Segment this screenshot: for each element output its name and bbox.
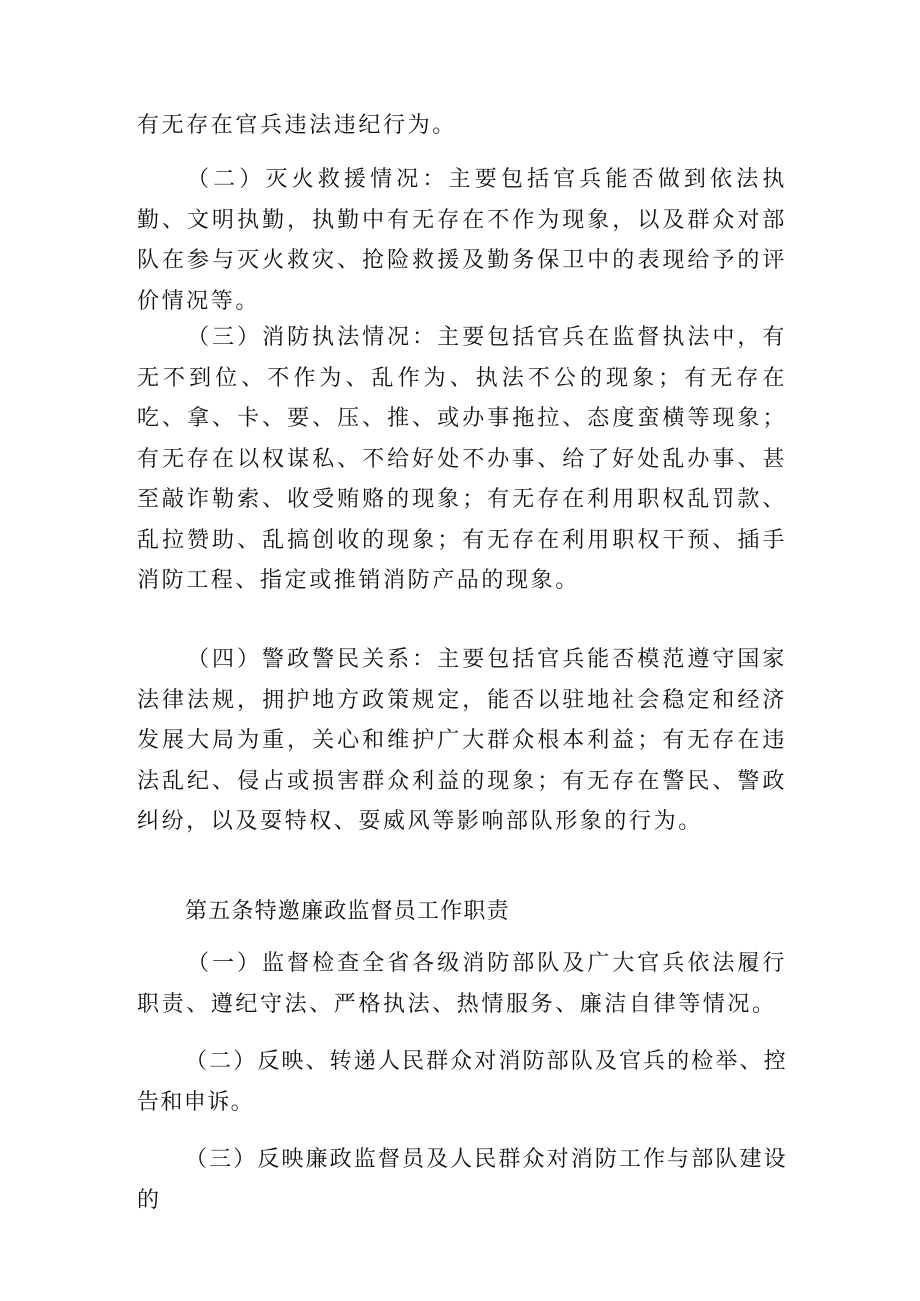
paragraph-continuation: 有无存在官兵违法违纪行为。: [137, 113, 457, 138]
duty-item-two: （二）反映、转递人民群众对消防部队及官兵的检举、控告和申诉。: [137, 1049, 787, 1115]
article-five-heading: 第五条特邀廉政监督员工作职责: [185, 899, 510, 924]
paragraph-firefighting-rescue: （二）灭火救援情况：主要包括官兵能否做到依法执勤、文明执勤，执勤中有无存在不作为现象，以及群众对部队在参与灭火救灾、抢险救援及勤务保卫中的表现给予的评价情况等。: [137, 167, 787, 314]
duty-item-three: （三）反映廉政监督员及人民群众对消防工作与部队建设的: [137, 1147, 787, 1213]
paragraph-police-public-relations: （四）警政警民关系：主要包括官兵能否模范遵守国家法律法规，拥护地方政策规定，能否以驻地社会稳定和经济发展大局为重，关心和维护广大群众根本利益；有无存在违法乱纪、侵占或损害群众利益的现象；有无存在警民、警政纠纷，以及耍特权、耍威风等影响部队形象的行为。: [137, 647, 787, 834]
duty-item-one: （一）监督检查全省各级消防部队及广大官兵依法履行职责、遵纪守法、严格执法、热情服务、廉洁自律等情况。: [137, 951, 787, 1017]
paragraph-fire-law-enforcement: （三）消防执法情况：主要包括官兵在监督执法中，有无不到位、不作为、乱作为、执法不公的现象；有无存在吃、拿、卡、要、压、推、或办事拖拉、态度蛮横等现象；有无存在以权谋私、不给好处不办事、给了好处乱办事、甚至敲诈勒索、收受贿赂的现象；有无存在利用职权乱罚款、乱拉赞助、乱搞创收的现象；有无存在利用职权干预、插手消防工程、指定或推销消防产品的现象。: [137, 325, 787, 593]
